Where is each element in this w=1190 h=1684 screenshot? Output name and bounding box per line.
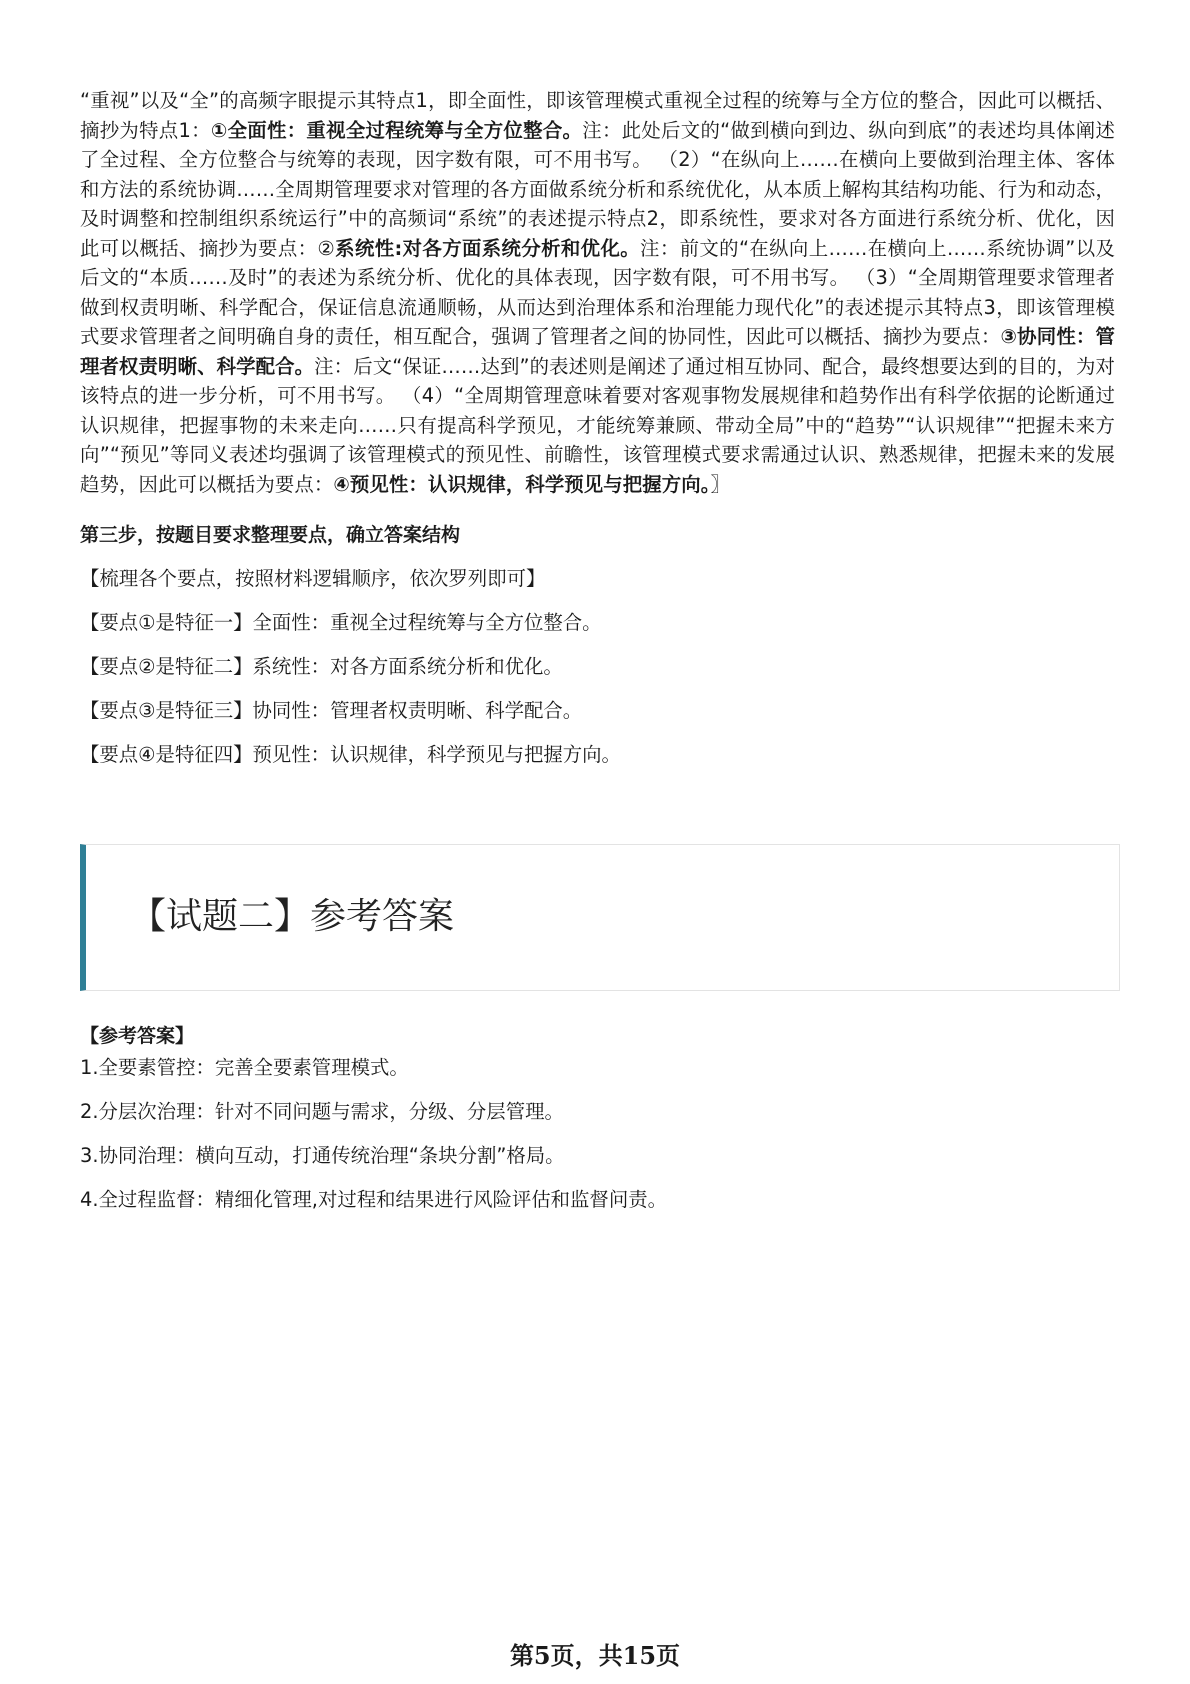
key-point-2: 系统性:对各方面系统分析和优化。: [335, 236, 641, 260]
step3-line: 【梳理各个要点，按照材料逻辑顺序，依次罗列即可】: [80, 567, 546, 590]
answer-line: 4.全过程监督：精细化管理,对过程和结果进行风险评估和监督问责。: [80, 1188, 667, 1211]
step3-line: 【要点③是特征三】协同性：管理者权责明晰、科学配合。: [80, 699, 583, 722]
analysis-paragraph: [80, 86, 1115, 499]
answer-line: 3.协同治理：横向互动，打通传统治理“条块分割”格局。: [80, 1144, 565, 1167]
step3-line: 【要点④是特征四】预见性：认识规律，科学预见与把握方向。: [80, 743, 621, 766]
section-header-box: [80, 844, 1120, 991]
analysis-text-2: 注：此处后文的“做到横向到边、纵向到底”的表述均具体阐述了全过程、全方位整合与统筹的表现，因字数有限，可不用书写。 （2）“在纵向上……在横向上要做到治理主体、客体和方法的系统协调……全周期管理要求对管理的各方面做系统分析和系统优化，从本质上解构其结构功能、行为和动态，及时调整和控制组织系统运行”中的高频词“系统”的表述提示特点2，即系统性，要求对各方面进行系统分析、优化，因此可以概括、摘抄为要点：②: [80, 118, 1116, 260]
key-point-4: ④预见性：认识规律，科学预见与把握方向。: [333, 472, 711, 496]
key-point-1: ①全面性：重视全过程统筹与全方位整合。: [210, 118, 583, 142]
page-number: 第5页，共15页: [509, 1641, 681, 1670]
analysis-block: [80, 86, 1115, 768]
analysis-text-5: 〗: [710, 472, 731, 496]
analysis-text-1: “重视”以及“全”的高频字眼提示其特点1，即全面性，即该管理模式重视全过程的统筹与全方位的整合，因此可以概括、摘抄为特点1：: [80, 89, 1115, 142]
analysis-text-4: 注：后文“保证……达到”的表述则是阐述了通过相互协同、配合，最终想要达到的目的，为对该特点的进一步分析，可不用书写。 （4）“全周期管理意味着要对客观事物发展规律和趋势作出有科学依据的论断通过认识规律，把握事物的未来走向……只有提高科学预见，才能统筹兼顾、带动全局”中的“趋势”“认识规律”“把握未来方向”“预见”等同义表述均强调了该管理模式的预见性、前瞻性，该管理模式要求需通过认识、熟悉规律，把握未来的发展趋势，因此可以概括为要点：: [80, 354, 1115, 496]
analysis-text-3: 注：前文的“在纵向上……在横向上……系统协调”以及后文的“本质……及时”的表述为系统分析、优化的具体表现，因字数有限，可不用书写。 （3）“全周期管理要求管理者做到权责明晰、科学配合，保证信息流通顺畅，从而达到治理体系和治理能力现代化”的表述提示其特点3，即该管理模式要求管理者之间明确自身的责任，相互配合，强调了管理者之间的协同性，因此可以概括、摘抄为要点：: [80, 236, 1116, 348]
answers-block: [80, 1023, 1115, 1213]
step3-heading: 第三步，按题目要求整理要点，确立答案结构: [80, 524, 461, 546]
step3-line: 【要点②是特征二】系统性：对各方面系统分析和优化。: [80, 655, 563, 678]
answers-heading: 【参考答案】: [80, 1025, 195, 1047]
key-point-3: ③协同性：管理者权责明晰、科学配合。: [80, 325, 1115, 378]
section-title: 【试题二】参考答案: [130, 896, 455, 937]
answer-line: 1.全要素管控：完善全要素管理模式。: [80, 1056, 409, 1079]
answer-line: 2.分层次治理：针对不同问题与需求，分级、分层管理。: [80, 1100, 564, 1123]
step3-line: 【要点①是特征一】全面性：重视全过程统筹与全方位整合。: [80, 611, 602, 634]
